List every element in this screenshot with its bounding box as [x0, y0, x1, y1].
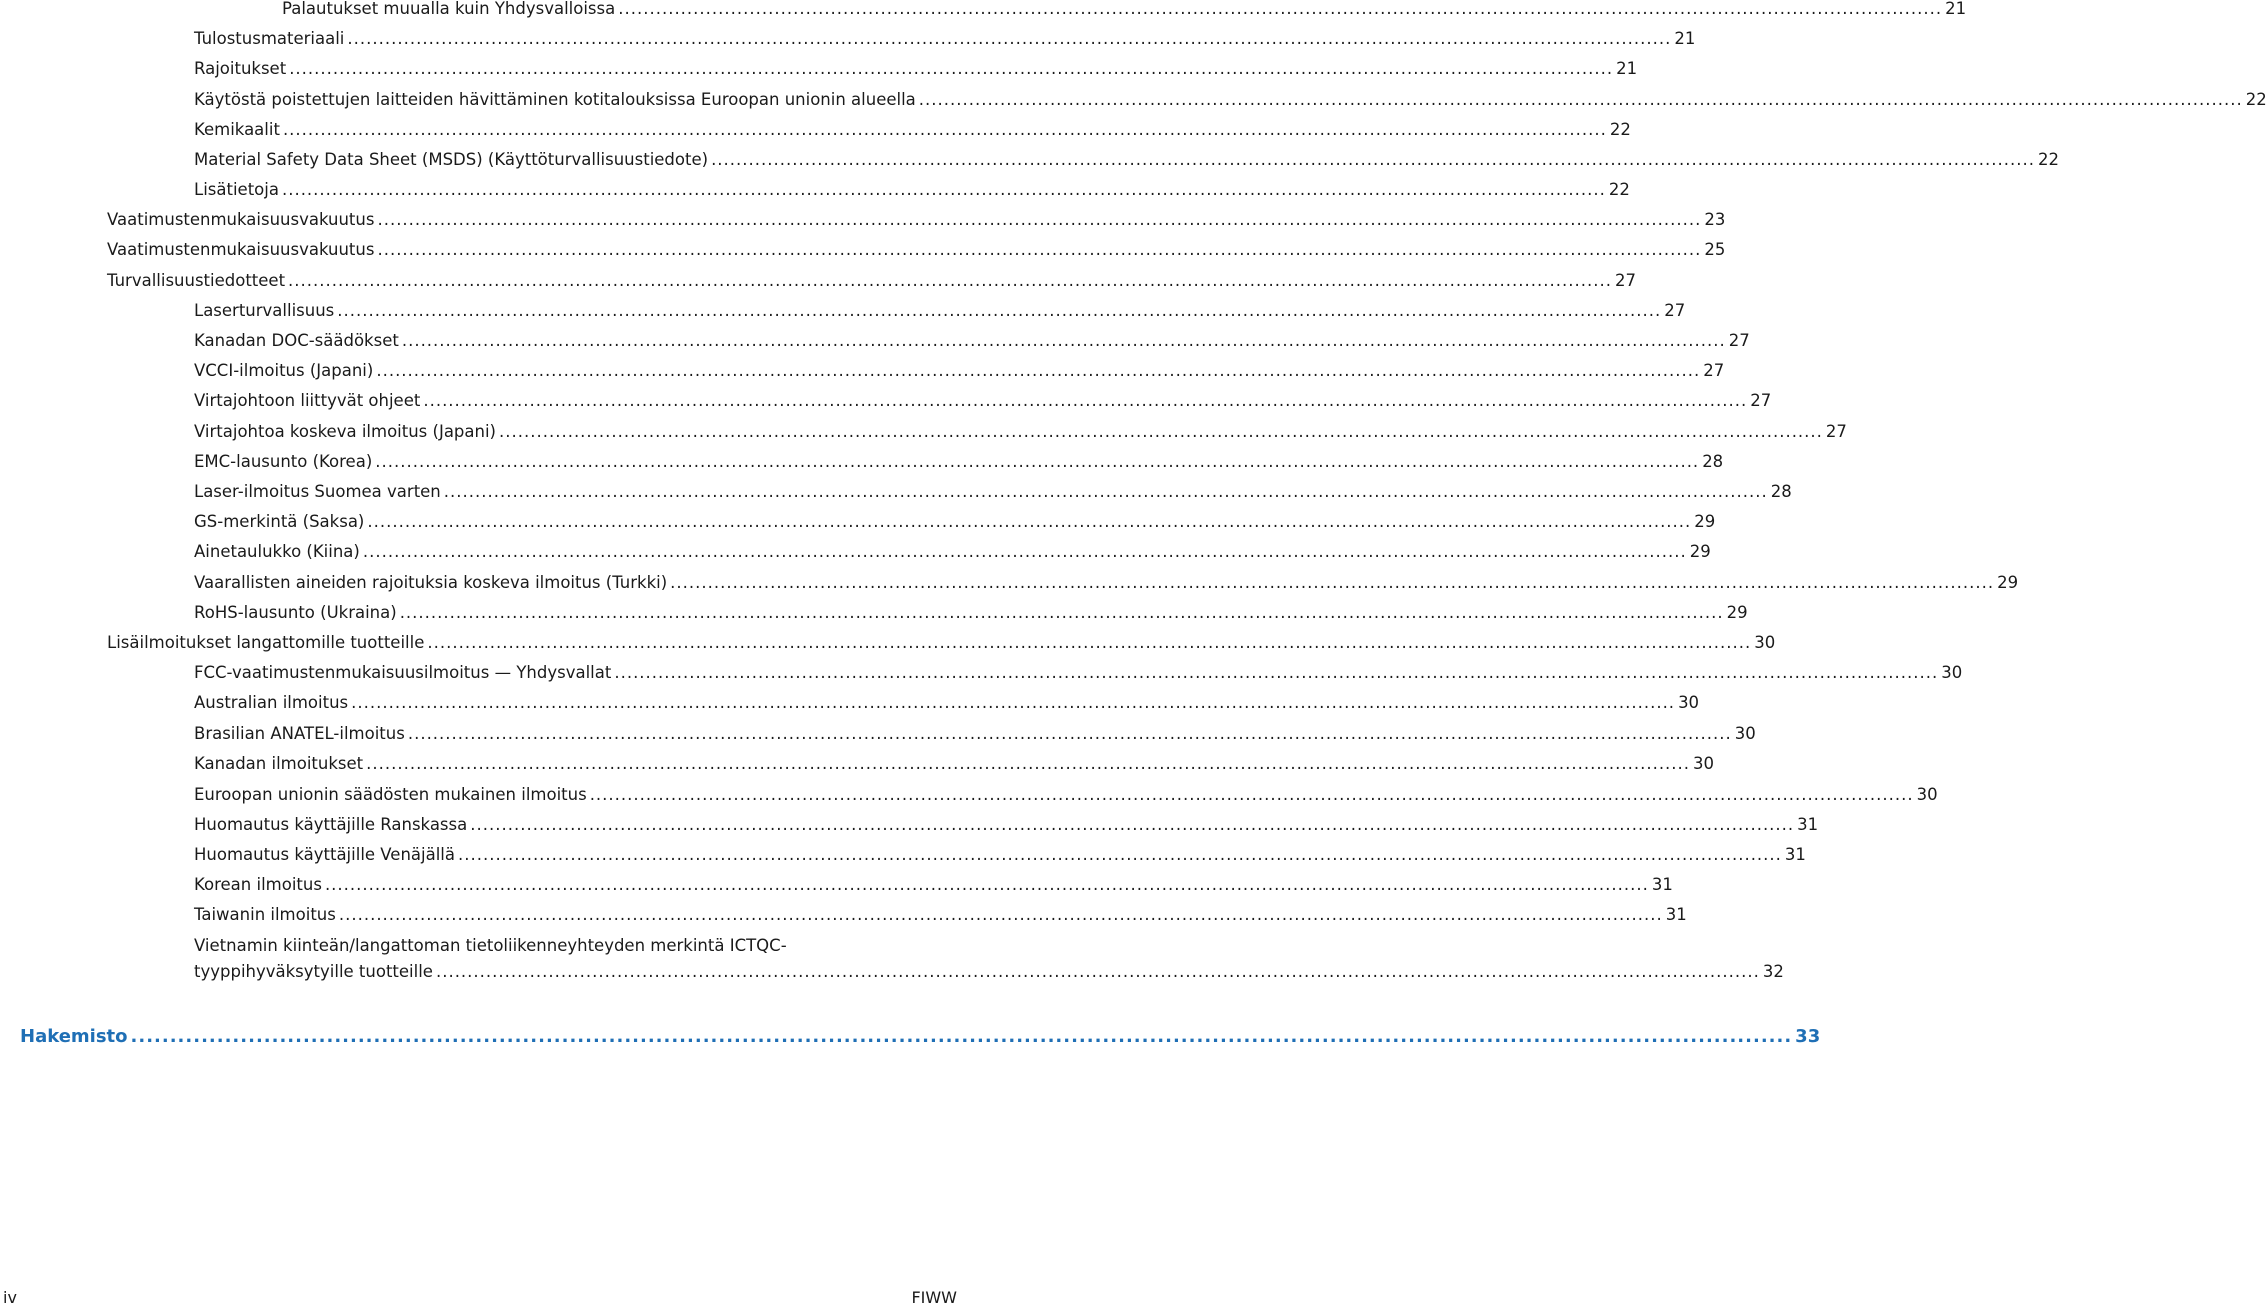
- toc-entry-title: Material Safety Data Sheet (MSDS) (Käyttöturvallisuustiedote): [194, 150, 709, 169]
- toc-entry-page: 23: [1704, 210, 1726, 229]
- toc-entry[interactable]: [194, 179, 1630, 201]
- toc-entry-page: 31: [1797, 815, 1819, 834]
- toc-entry-page: 22: [1608, 180, 1630, 199]
- toc-entry-title-line1: Vietnamin kiinteän/langattoman tietoliikenneyhteyden merkintä ICTQC-: [194, 936, 787, 955]
- toc-entry[interactable]: [107, 632, 1776, 654]
- toc-entry[interactable]: [194, 511, 1716, 533]
- dot-leader: ....................................................................................................................................................................................................................: [362, 542, 1687, 561]
- toc-entry-page: 27: [1703, 361, 1725, 380]
- dot-leader: ....................................................................................................................................................................................................................: [367, 512, 1692, 531]
- dot-leader: ....................................................................................................................................................................................................................: [435, 962, 1760, 981]
- toc-entry-title: GS-merkintä (Saksa): [194, 512, 365, 531]
- toc-entry[interactable]: [194, 723, 1756, 745]
- toc-entry[interactable]: [194, 28, 1696, 50]
- toc-entry[interactable]: [194, 753, 1715, 775]
- dot-leader: ....................................................................................................................................................................................................................: [711, 150, 2035, 169]
- toc-entry-page: 30: [1734, 724, 1756, 743]
- toc-entry-title: Australian ilmoitus: [194, 693, 349, 712]
- toc-entry[interactable]: [194, 784, 1938, 806]
- dot-leader: ....................................................................................................................................................................................................................: [918, 90, 2243, 109]
- toc-entry[interactable]: [194, 541, 1711, 563]
- dot-leader: ....................................................................................................................................................................................................................: [281, 180, 1606, 199]
- dot-leader: ....................................................................................................................................................................................................................: [614, 663, 1939, 682]
- toc-entry[interactable]: [282, 0, 1967, 20]
- toc-entry-title: Turvallisuustiedotteet: [107, 271, 286, 290]
- toc-entry-page: 27: [1825, 422, 1847, 441]
- dot-leader: ....................................................................................................................................................................................................................: [427, 633, 1752, 652]
- toc-entry-page: 22: [2245, 90, 2267, 109]
- toc-entry-title: Virtajohtoon liittyvät ohjeet: [194, 391, 421, 410]
- toc-entry[interactable]: [107, 209, 1726, 231]
- toc-entry-title: Vaarallisten aineiden rajoituksia koskeva ilmoitus (Turkki): [194, 573, 668, 592]
- toc-chapter-entry[interactable]: [20, 1026, 1821, 1050]
- toc-entry[interactable]: [194, 844, 1806, 866]
- toc-entry-wrapped[interactable]: [194, 933, 1784, 985]
- toc-entry-title: Huomautus käyttäjille Venäjällä: [194, 845, 455, 864]
- toc-entry-title: Virtajohtoa koskeva ilmoitus (Japani): [194, 422, 496, 441]
- toc-entry[interactable]: [194, 481, 1792, 503]
- toc-entry[interactable]: [194, 904, 1687, 926]
- dot-leader: ....................................................................................................................................................................................................................: [366, 754, 1691, 773]
- toc-entry-page: 29: [1997, 573, 2019, 592]
- toc-entry[interactable]: [107, 239, 1726, 261]
- toc-entry-page: 31: [1651, 875, 1673, 894]
- dot-leader: ....................................................................................................................................................................................................................: [282, 120, 1607, 139]
- toc-entry-page: 30: [1941, 663, 1963, 682]
- toc-entry-title: Tulostusmateriaali: [194, 29, 345, 48]
- chapter-title: Hakemisto: [20, 1026, 128, 1047]
- toc-entry[interactable]: [194, 330, 1750, 352]
- dot-leader: ....................................................................................................................................................................................................................: [423, 391, 1748, 410]
- toc-entry-title: Ainetaulukko (Kiina): [194, 542, 360, 561]
- dot-leader: ....................................................................................................................................................................................................................: [289, 59, 1614, 78]
- toc-entry-page: 30: [1678, 693, 1700, 712]
- toc-entry[interactable]: [107, 270, 1636, 292]
- toc-entry-page: 29: [1689, 542, 1711, 561]
- toc-entry[interactable]: [194, 58, 1638, 80]
- toc-entry[interactable]: [194, 451, 1724, 473]
- toc-entry-title: EMC-lausunto (Korea): [194, 452, 373, 471]
- toc-entry-page: 29: [1694, 512, 1716, 531]
- toc-entry-page: 27: [1750, 391, 1772, 410]
- toc-entry[interactable]: [194, 89, 2267, 111]
- toc-entry-page: 27: [1664, 301, 1686, 320]
- toc-entry-title: VCCI-ilmoitus (Japani): [194, 361, 374, 380]
- toc-entry-page: 25: [1704, 240, 1726, 259]
- toc-entry[interactable]: [194, 149, 2059, 171]
- toc-entry[interactable]: [194, 572, 2019, 594]
- dot-leader: ....................................................................................................................................................................................................................: [337, 301, 1662, 320]
- dot-leader: ....................................................................................................................................................................................................................: [589, 785, 1914, 804]
- dot-leader: ....................................................................................................................................................................................................................: [618, 0, 1943, 18]
- chapter-page: 33: [1795, 1026, 1821, 1047]
- toc-entry-page: 22: [1609, 120, 1631, 139]
- toc-entry[interactable]: [194, 421, 1847, 443]
- toc-entry-page: 27: [1728, 331, 1750, 350]
- dot-leader: ....................................................................................................................................................................................................................: [338, 905, 1663, 924]
- toc-entry-title: Laser-ilmoitus Suomea varten: [194, 482, 441, 501]
- toc-entry-title: Euroopan unionin säädösten mukainen ilmoitus: [194, 785, 587, 804]
- toc-entry-page: 29: [1726, 603, 1748, 622]
- dot-leader: ....................................................................................................................................................................................................................: [347, 29, 1672, 48]
- toc-entry-page: 28: [1702, 452, 1724, 471]
- dot-leader: ....................................................................................................................................................................................................................: [407, 724, 1732, 743]
- dot-leader: ....................................................................................................................................................................................................................: [499, 422, 1823, 441]
- page-number: iv: [3, 1288, 17, 1307]
- toc-entry[interactable]: [194, 662, 1963, 684]
- dot-leader: ....................................................................................................................................................................................................................: [288, 271, 1612, 290]
- toc-entry-title: Kanadan ilmoitukset: [194, 754, 364, 773]
- toc-entry-page: 21: [1674, 29, 1696, 48]
- toc-entry-title: Rajoitukset: [194, 59, 287, 78]
- toc-entry-title: Huomautus käyttäjille Ranskassa: [194, 815, 468, 834]
- toc-entry-title: Korean ilmoitus: [194, 875, 322, 894]
- toc-entry-page: 31: [1665, 905, 1687, 924]
- toc-entry-page: 30: [1916, 785, 1938, 804]
- toc-entry-title: Lisätietoja: [194, 180, 279, 199]
- toc-entry-page: 30: [1754, 633, 1776, 652]
- toc-entry-title: Kanadan DOC-säädökset: [194, 331, 399, 350]
- dot-leader: ....................................................................................................................................................................................................................: [351, 693, 1676, 712]
- toc-entry-title: Taiwanin ilmoitus: [194, 905, 336, 924]
- dot-leader: ....................................................................................................................................................................................................................: [377, 210, 1702, 229]
- toc-entry-page: 21: [1616, 59, 1638, 78]
- toc-entry[interactable]: [194, 360, 1725, 382]
- toc-entry-page: 22: [2037, 150, 2059, 169]
- toc-entry[interactable]: [194, 692, 1700, 714]
- toc-entry-title: Palautukset muualla kuin Yhdysvalloissa: [282, 0, 616, 18]
- toc-entry-title: Laserturvallisuus: [194, 301, 335, 320]
- language-code: FIWW: [911, 1288, 957, 1307]
- dot-leader: ....................................................................................................................................................................................................................: [375, 452, 1700, 471]
- toc-entry[interactable]: [194, 390, 1772, 412]
- toc-entry-title: FCC-vaatimustenmukaisuusilmoitus — Yhdysvallat: [194, 663, 612, 682]
- dot-leader: ....................................................................................................................................................................................................................: [377, 240, 1702, 259]
- toc-entry-title: Lisäilmoitukset langattomille tuotteille: [107, 633, 425, 652]
- toc-entry-page: 28: [1770, 482, 1792, 501]
- toc-entry-title: Kemikaalit: [194, 120, 280, 139]
- toc-entry-page: 30: [1693, 754, 1715, 773]
- toc-entry-title: Vaatimustenmukaisuusvakuutus: [107, 210, 375, 229]
- toc-entry-title: Käytöstä poistettujen laitteiden hävittäminen kotitalouksissa Euroopan unionin alueella: [194, 90, 916, 109]
- dot-leader: ....................................................................................................................................................................................................................: [458, 845, 1782, 864]
- toc-entry-page: 27: [1614, 271, 1636, 290]
- dot-leader: ....................................................................................................................................................................................................................: [399, 603, 1724, 622]
- toc-entry[interactable]: [194, 300, 1686, 322]
- toc-entry[interactable]: [194, 602, 1748, 624]
- dot-leader: ....................................................................................................................................................................................................................: [376, 361, 1701, 380]
- toc-entry-title: Brasilian ANATEL-ilmoitus: [194, 724, 405, 743]
- toc-entry-title-line2: tyyppihyväksytyille tuotteille: [194, 962, 433, 981]
- toc-entry-title: RoHS-lausunto (Ukraina): [194, 603, 397, 622]
- toc-entry-page: 32: [1762, 962, 1784, 981]
- dot-leader: ....................................................................................................................................................................................................................: [130, 1026, 1793, 1047]
- toc-entry[interactable]: [194, 814, 1819, 836]
- dot-leader: ....................................................................................................................................................................................................................: [470, 815, 1795, 834]
- dot-leader: ....................................................................................................................................................................................................................: [443, 482, 1768, 501]
- toc-entry-page: 31: [1784, 845, 1806, 864]
- toc-entry[interactable]: [194, 874, 1673, 896]
- dot-leader: ....................................................................................................................................................................................................................: [401, 331, 1726, 350]
- dot-leader: ....................................................................................................................................................................................................................: [324, 875, 1649, 894]
- toc-entry-page: 21: [1945, 0, 1967, 18]
- dot-leader: ....................................................................................................................................................................................................................: [670, 573, 1995, 592]
- toc-entry[interactable]: [194, 119, 1631, 141]
- toc-entry-title: Vaatimustenmukaisuusvakuutus: [107, 240, 375, 259]
